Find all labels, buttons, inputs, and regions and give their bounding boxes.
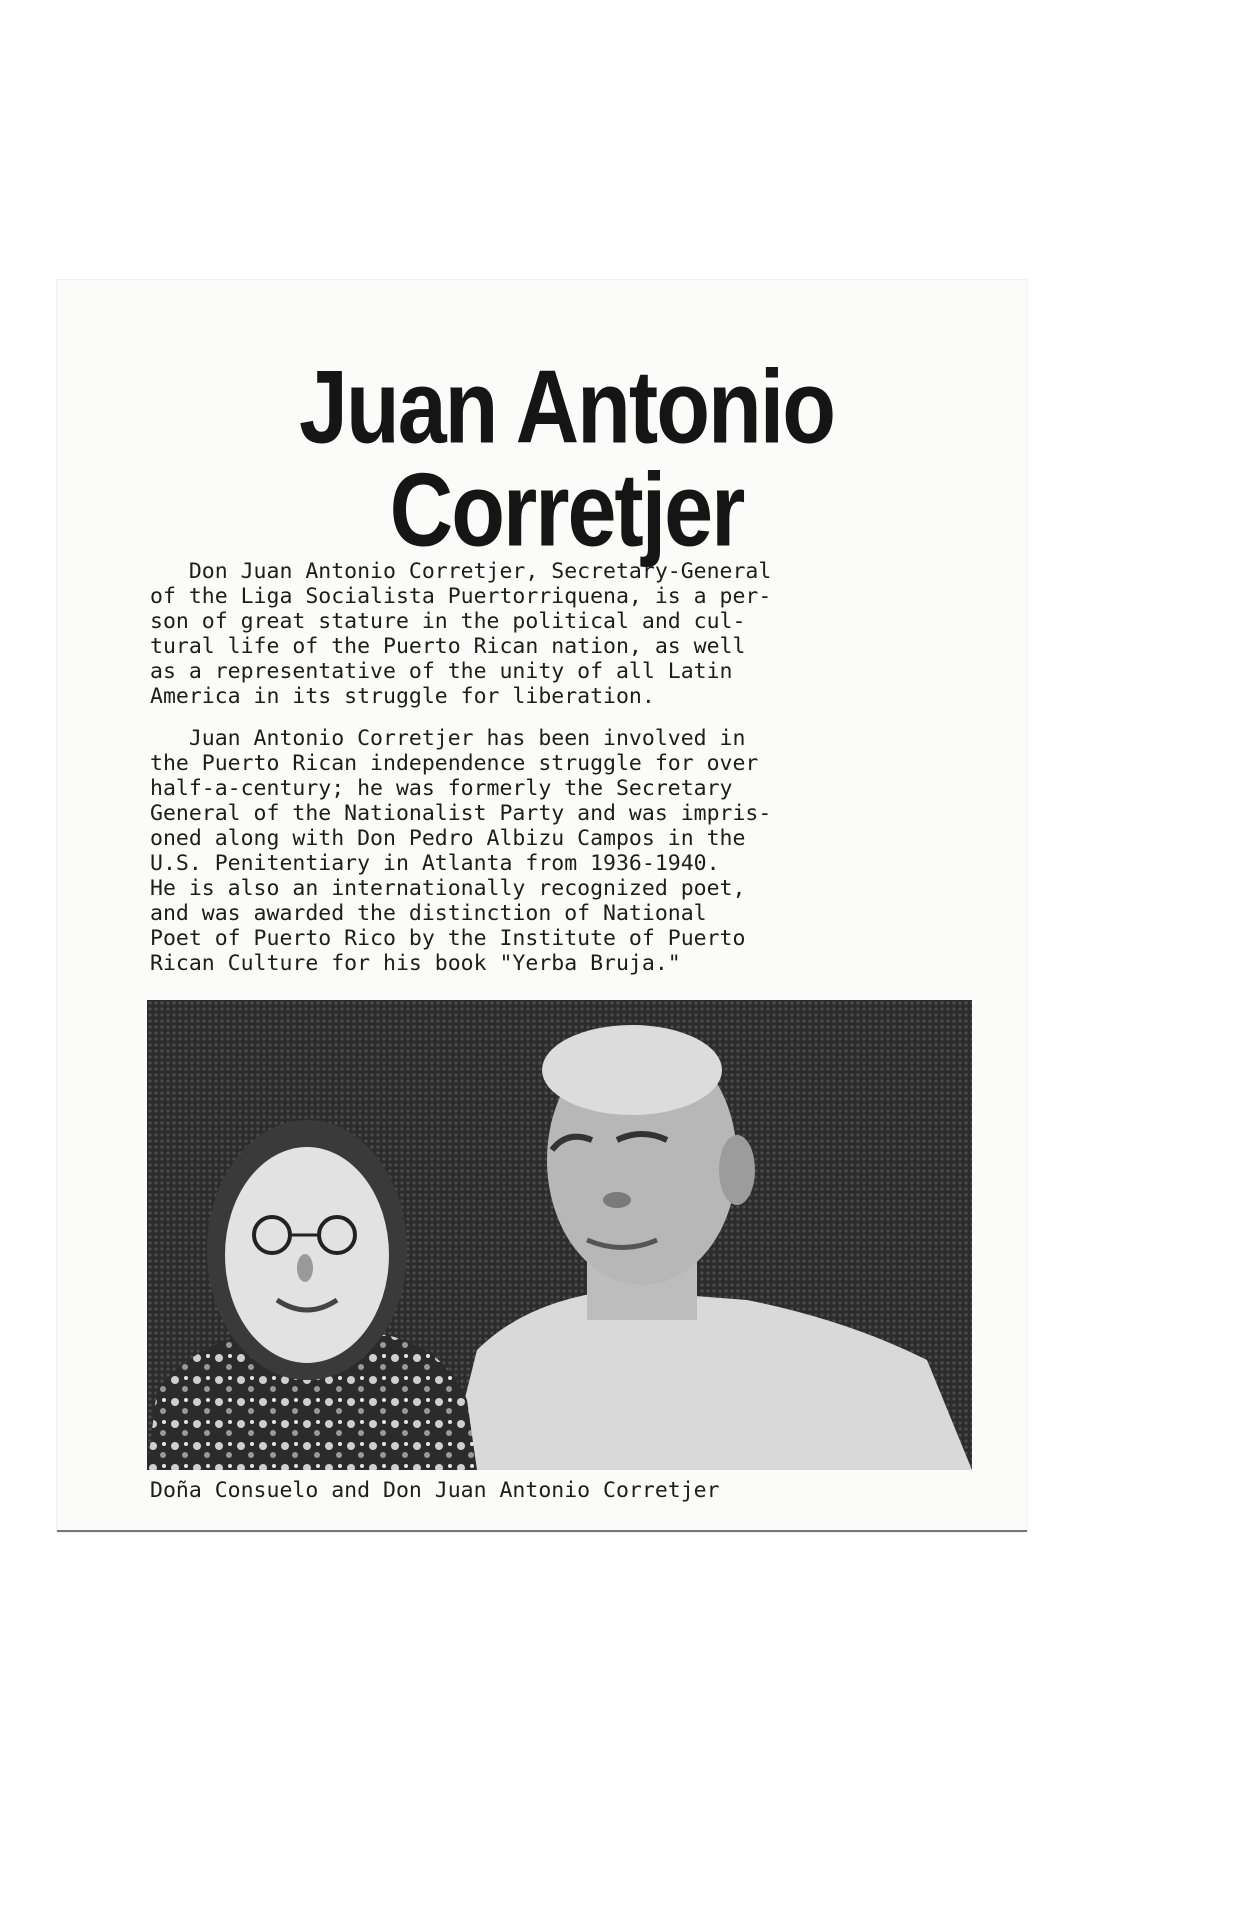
photo-caption: Doña Consuelo and Don Juan Antonio Corretjer (150, 1478, 720, 1503)
title-line-1: Juan Antonio (299, 347, 834, 465)
paragraph-intro: Don Juan Antonio Corretjer, Secretary-General of the Liga Socialista Puertorriquena, is a per- son of great stature in the political and cul- tural life of the Puerto Rican nation, as well as a representative of the unity of all Latin America in its struggle for liberation. (150, 559, 772, 709)
portrait-photo-image (147, 1000, 972, 1470)
portrait-photo (147, 1000, 972, 1470)
title-line-2: Corretjer (389, 450, 744, 568)
paragraph-biography: Juan Antonio Corretjer has been involved in the Puerto Rican independence struggle for over half-a-century; he was formerly the Secretary General of the Nationalist Party and was impris- oned along with Don Pedro Albizu Campos in the U.S. Penitentiary in Atlanta from 1936-1940. He is also an internationally recognized poet, and was awarded the distinction of National Poet of Puerto Rico by the Institute of Puerto Rican Culture for his book "Yerba Bruja." (150, 726, 772, 976)
